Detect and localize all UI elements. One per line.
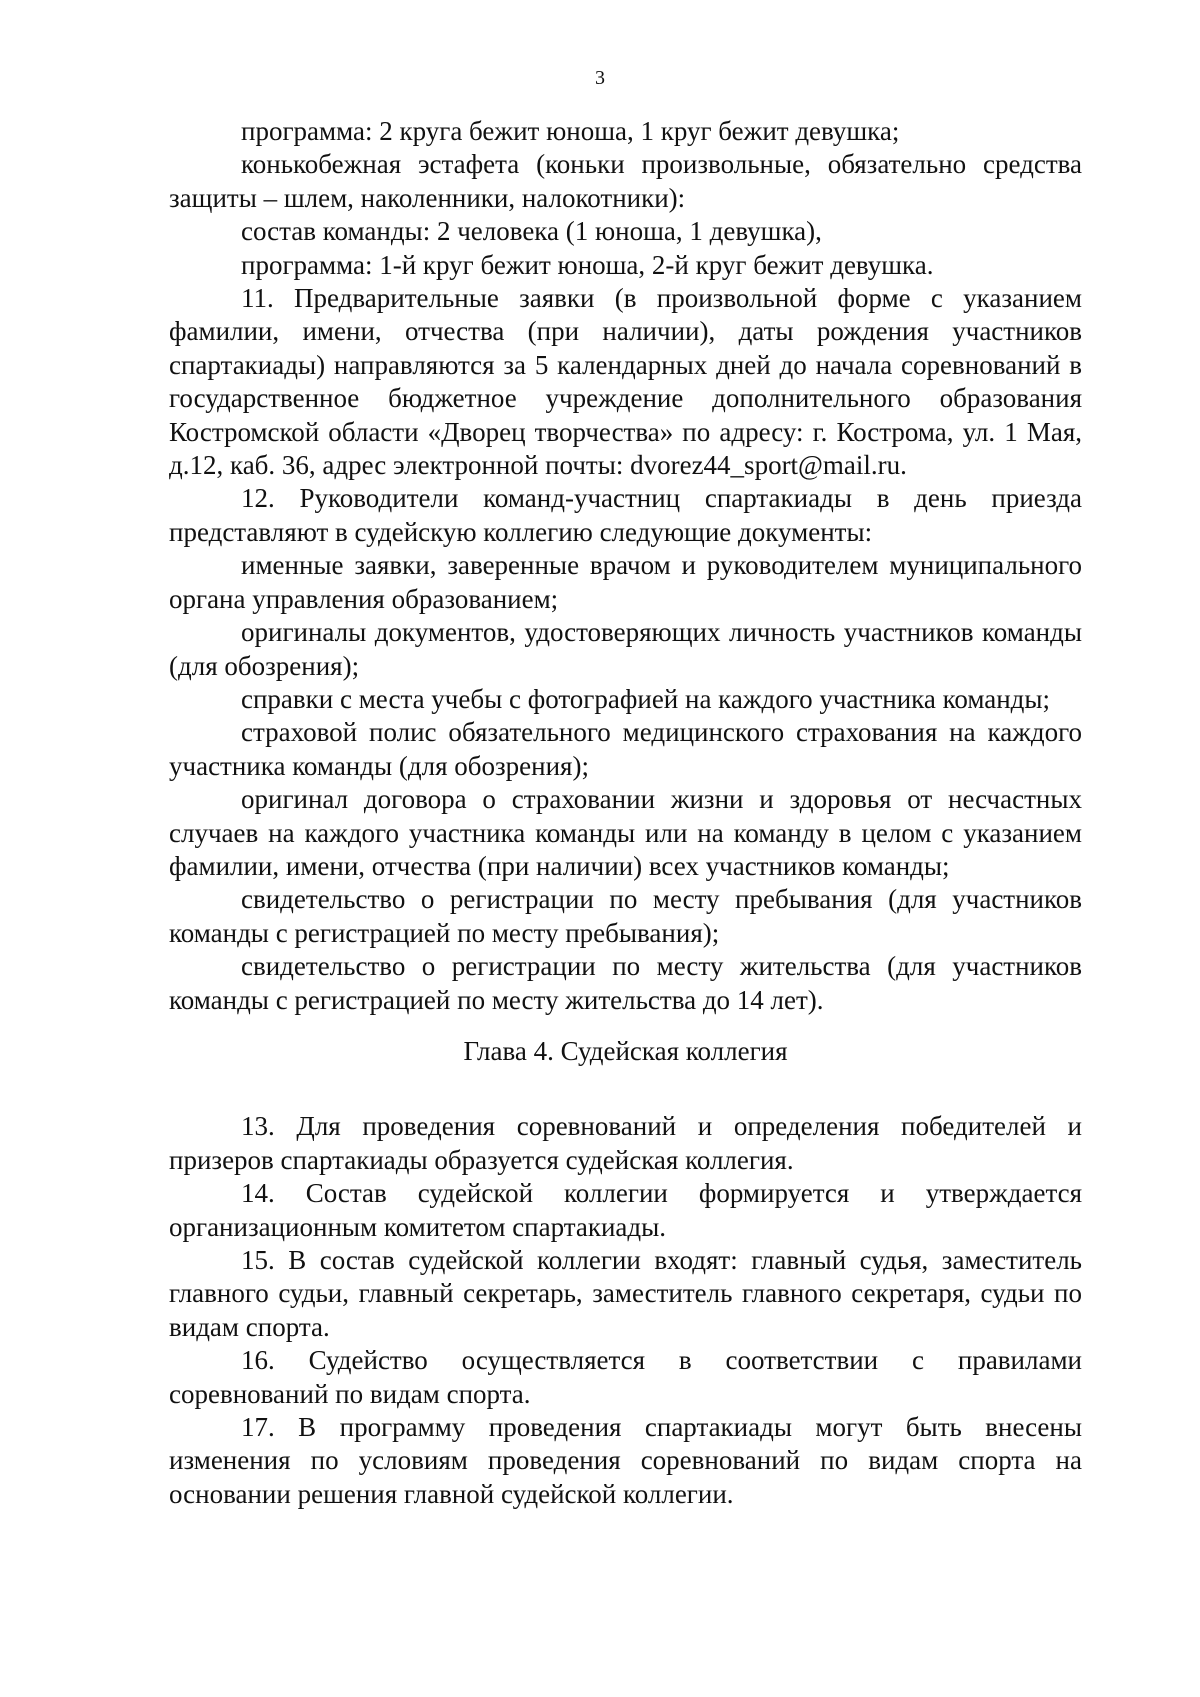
paragraph-item-11: 11. Предварительные заявки (в произвольной форме с указанием фамилии, имени, отчества (при наличии), даты рождения участников спартакиады) направляются за 5 календарных дней до начала соревнований в государственное бюджетное учреждение дополнительного образования Костромской области «Дворец творчества» по адресу: г. Кострома, ул. 1 Мая, д.12, каб. 36, адрес электронной почты: dvorez44_sport@mail.ru. (169, 283, 1082, 481)
paragraph: состав команды: 2 человека (1 юноша, 1 девушка), (241, 216, 822, 247)
paragraph: программа: 1-й круг бежит юноша, 2-й круг бежит девушка. (241, 249, 934, 280)
paragraph: страховой полис обязательного медицинского страхования на каждого участника команды (для обозрения); (169, 717, 1082, 781)
paragraph: именные заявки, заверенные врачом и руководителем муниципального органа управления образованием; (169, 550, 1082, 614)
paragraph: конькобежная эстафета (коньки произвольные, обязательно средства защиты – шлем, наколенники, налокотники): (169, 149, 1082, 213)
paragraph-item-14: 14. Состав судейской коллегии формируется и утверждается организационным комитетом спартакиады. (169, 1178, 1082, 1242)
paragraph-item-15: 15. В состав судейской коллегии входят: главный судья, заместитель главного судьи, главный секретарь, заместитель главного секретаря, судьи по видам спорта. (169, 1245, 1082, 1342)
paragraph-item-12: 12. Руководители команд-участниц спартакиады в день приезда представляют в судейскую коллегию следующие документы: (169, 483, 1082, 547)
page-number: 3 (595, 67, 605, 89)
paragraph: справки с места учебы с фотографией на каждого участника команды; (241, 683, 1051, 714)
paragraph: оригинал договора о страховании жизни и здоровья от несчастных случаев на каждого участника команды или на команду в целом с указанием фамилии, имени, отчества (при наличии) всех участников команды; (169, 784, 1082, 881)
paragraph-item-17: 17. В программу проведения спартакиады могут быть внесены изменения по условиям проведения соревнований по видам спорта на основании решения главной судейской коллегии. (169, 1412, 1082, 1509)
paragraph: свидетельство о регистрации по месту пребывания (для участников команды с регистрацией по месту пребывания); (169, 884, 1082, 948)
paragraph: оригиналы документов, удостоверяющих личность участников команды (для обозрения); (169, 617, 1082, 681)
chapter-title: Глава 4. Судейская коллегия (463, 1035, 788, 1066)
paragraph: свидетельство о регистрации по месту жительства (для участников команды с регистрацией по месту жительства до 14 лет). (169, 951, 1082, 1015)
document-body (169, 115, 1082, 1511)
paragraph-item-16: 16. Судейство осуществляется в соответствии с правилами соревнований по видам спорта. (169, 1345, 1082, 1409)
paragraph: программа: 2 круга бежит юноша, 1 круг бежит девушка; (241, 116, 900, 146)
paragraph-item-13: 13. Для проведения соревнований и определения победителей и призеров спартакиады образуется судейская коллегия. (169, 1111, 1082, 1175)
